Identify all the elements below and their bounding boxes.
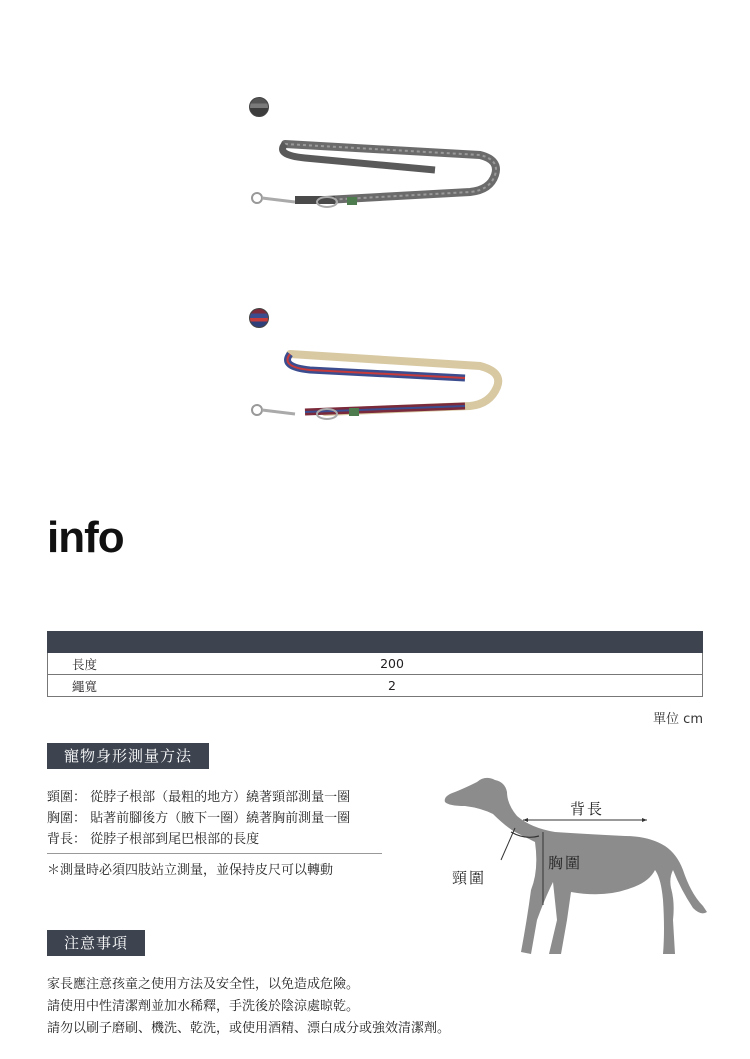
spec-value: 2 — [388, 678, 396, 693]
neck-label: 頸圍 — [452, 869, 487, 887]
care-line: 家長應注意孩童之使用方法及安全性，以免造成危險。 — [47, 977, 360, 992]
divider — [47, 853, 382, 854]
unit-label: 單位 cm — [653, 712, 703, 727]
care-section-title: 注意事項 — [47, 930, 145, 956]
chest-instruction: 胸圍： 貼著前腳後方（腋下一圈）繞著胸前測量一圈 — [47, 811, 351, 826]
spec-row-length — [47, 653, 703, 675]
grey-leash-image — [245, 130, 510, 215]
spec-table — [47, 631, 703, 697]
measurement-section-title: 寵物身形測量方法 — [47, 743, 209, 769]
neck-instruction: 頸圍： 從脖子根部（最粗的地方）繞著頸部測量一圈 — [47, 790, 351, 805]
multicolor-swatch[interactable] — [249, 308, 269, 328]
chest-label: 胸圍 — [548, 854, 583, 872]
grey-color-swatch[interactable] — [249, 97, 269, 117]
spec-row-width — [47, 675, 703, 697]
info-heading: info — [47, 513, 124, 562]
back-instruction: 背長： 從脖子根部到尾巴根部的長度 — [47, 832, 260, 847]
spec-name: 繩寬 — [72, 678, 98, 694]
spec-value: 200 — [380, 656, 404, 671]
measurement-note: ＊測量時必須四肢站立測量，並保持皮尺可以轉動 — [47, 863, 334, 878]
back-length-label: 背長 — [570, 800, 605, 818]
spec-table-header — [47, 631, 703, 653]
care-line: 請勿以刷子磨刷、機洗、乾洗，或使用酒精、漂白成分或強效清潔劑。 — [47, 1021, 451, 1036]
care-instructions — [47, 974, 450, 1040]
spec-name: 長度 — [72, 656, 98, 672]
multicolor-leash-image — [245, 342, 510, 427]
care-line: 請使用中性清潔劑並加水稀釋，手洗後於陰涼處晾乾。 — [47, 999, 360, 1014]
measurement-instructions — [47, 787, 350, 850]
